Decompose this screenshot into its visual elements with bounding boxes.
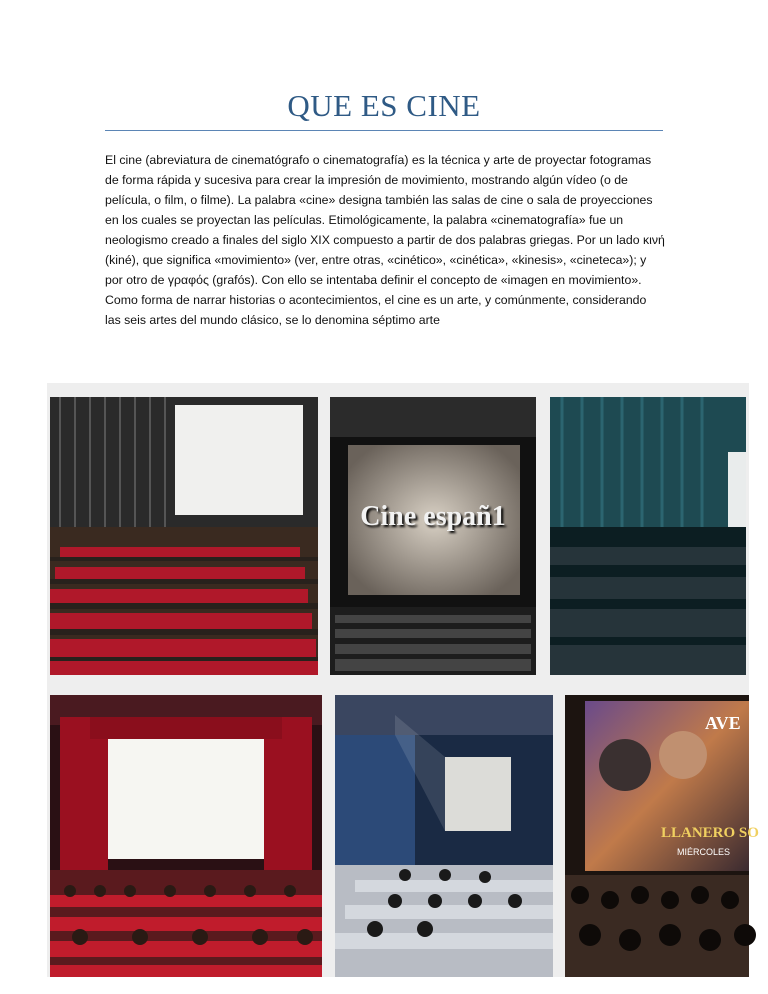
poster-date: MIÉRCOLES: [677, 847, 731, 857]
photo-poster-screening: [565, 695, 759, 977]
cinema-photo-collage: [47, 383, 759, 977]
photo-caption-cine-espanol: Cine españ1: [360, 501, 506, 532]
photo-red-curtain-audience: [50, 695, 322, 977]
body-paragraph: El cine (abreviatura de cinematógrafo o cinematografía) es la técnica y arte de proyectar fotogramas de forma rápida y sucesiva para crear la impresión de movimiento, mostrando algún vídeo (o de película, o film, o filme). La palabra «cine» designa también las salas de cine o sala de proyecciones en los cuales se proyectan las películas. Etimológicamente, la palabra «cinematografía» fue un neologismo creado a finales del siglo XIX compuesto a partir de dos palabras griegas. Por un lado κινή (kiné), que significa «movimiento» (ver, entre otras, «cinético», «cinética», «kinesis», «cineteca»); y por otro de γραφός (grafós). Con ello se intentaba definir el concepto de «imagen en movimiento». Como forma de narrar historias o acontecimientos, el cine es un arte, y comúnmente, considerando las seis artes del mundo clásico, se lo denomina séptimo arte: [105, 153, 665, 327]
poster-title-main: LLANERO SO: [661, 825, 759, 841]
poster-title-top: AVE: [705, 713, 741, 733]
photo-blue-theater-projection: [335, 695, 553, 977]
photo-teal-theater: [550, 397, 746, 675]
photo-red-seats-theater: [50, 397, 318, 675]
title-underline: [105, 130, 663, 131]
page-title: QUE ES CINE: [287, 88, 481, 123]
photo-cine-espanol: [330, 397, 536, 675]
